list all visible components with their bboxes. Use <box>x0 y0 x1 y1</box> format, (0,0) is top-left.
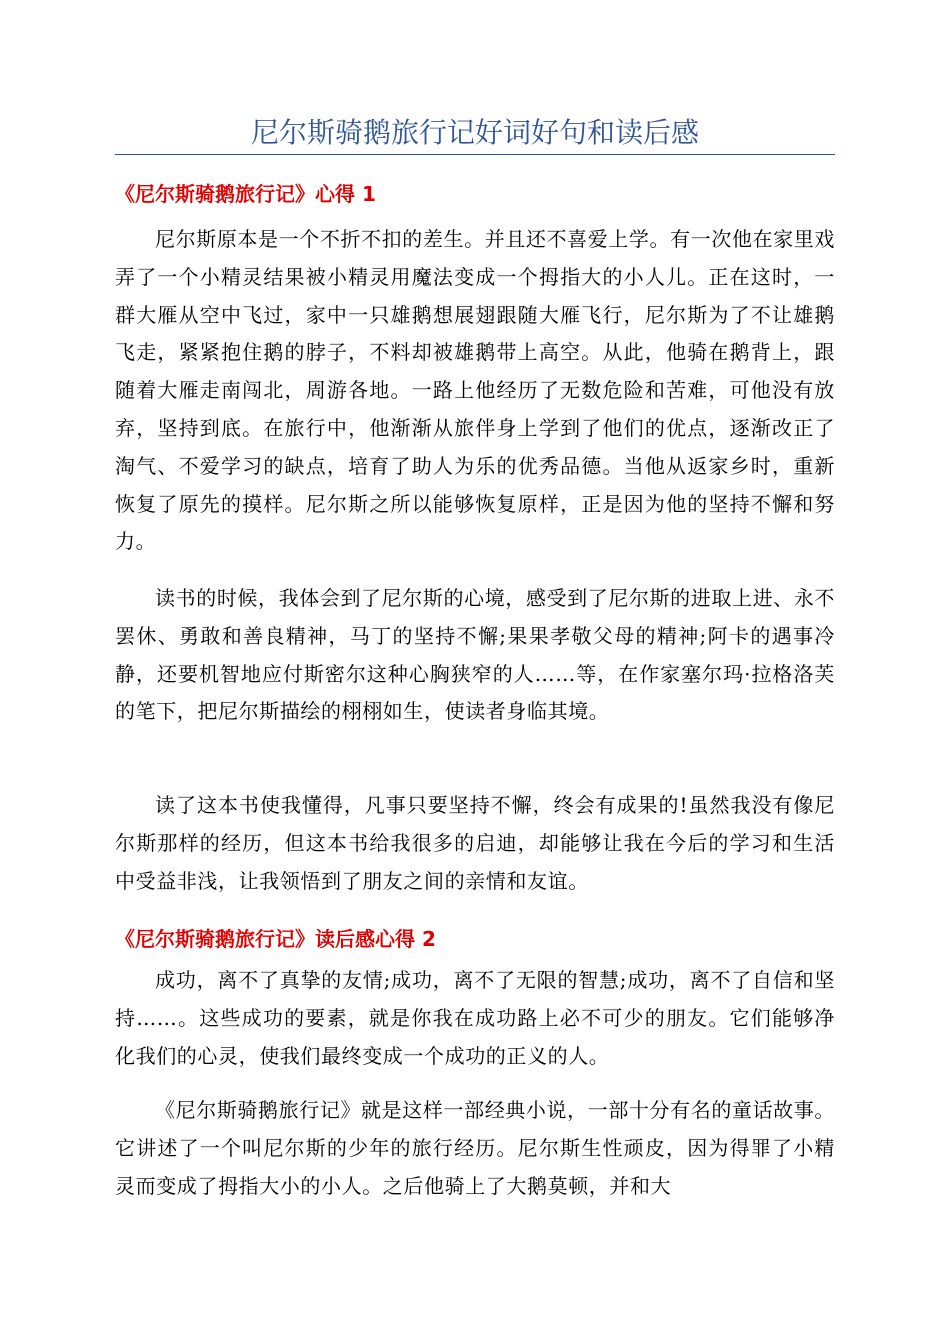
paragraph: 成功，离不了真挚的友情;成功，离不了无限的智慧;成功，离不了自信和坚持……。这些成功的要素，就是你我在成功路上必不可少的朋友。它们能够净化我们的心灵，使我们最终变成一个成功的正义的人。 <box>115 968 835 1068</box>
paragraph: 读了这本书使我懂得，凡事只要坚持不懈，终会有成果的!虽然我没有像尼尔斯那样的经历，但这本书给我很多的启迪，却能够让我在今后的学习和生活中受益非浅，让我领悟到了朋友之间的亲情和友谊。 <box>115 793 835 893</box>
document-title: 尼尔斯骑鹅旅行记好词好句和读后感 <box>250 116 699 149</box>
section-heading-1: 《尼尔斯骑鹅旅行记》心得 1 <box>115 182 376 206</box>
paragraph: 尼尔斯原本是一个不折不扣的差生。并且还不喜爱上学。有一次他在家里戏弄了一个小精灵结果被小精灵用魔法变成一个拇指大的小人儿。正在这时，一群大雁从空中飞过，家中一只雄鹅想展翅跟随大雁飞行，尼尔斯为了不让雄鹅飞走，紧紧抱住鹅的脖子，不料却被雄鹅带上高空。从此，他骑在鹅背上，跟随着大雁走南闯北，周游各地。一路上他经历了无数危险和苦难，可他没有放弃，坚持到底。在旅行中，他渐渐从旅伴身上学到了他们的优点，逐渐改正了淘气、不爱学习的缺点，培育了助人为乐的优秀品德。当他从返家乡时，重新恢复了原先的摸样。尼尔斯之所以能够恢复原样，正是因为他的坚持不懈和努力。 <box>115 227 835 554</box>
paragraph: 《尼尔斯骑鹅旅行记》就是这样一部经典小说，一部十分有名的童话故事。它讲述了一个叫尼尔斯的少年的旅行经历。尼尔斯生性顽皮，因为得罪了小精灵而变成了拇指大小的小人。之后他骑上了大鹅莫顿，并和大 <box>115 1098 835 1198</box>
paragraph: 读书的时候，我体会到了尼尔斯的心境，感受到了尼尔斯的进取上进、永不罢休、勇敢和善良精神，马丁的坚持不懈;果果孝敬父母的精神;阿卡的遇事冷静，还要机智地应付斯密尔这种心胸狭窄的人……等，在作家塞尔玛·拉格洛芙的笔下，把尼尔斯描绘的栩栩如生，使读者身临其境。 <box>115 586 835 724</box>
section-heading-2: 《尼尔斯骑鹅旅行记》读后感心得 2 <box>115 927 436 951</box>
title-underline <box>115 154 835 155</box>
